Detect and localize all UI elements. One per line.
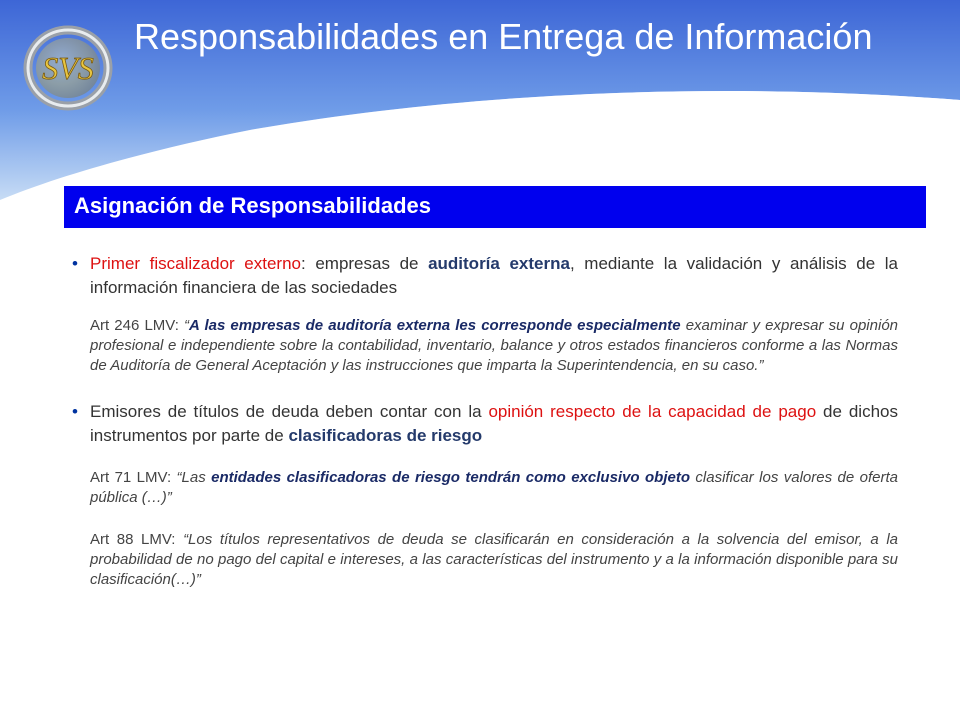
article-ref: Art 71 LMV: (90, 469, 177, 486)
article-quote (70, 316, 898, 376)
bullet-icon: • (72, 254, 78, 273)
svg-text:SVS: SVS (42, 50, 94, 86)
bullet-highlight: opinión respecto de la capacidad de pago (488, 402, 817, 421)
quote-text: “Los títulos representativos de deuda se clasificarán en consideración a la solvencia del emisor, a la probabilidad de no pago del capital e intereses, a las características del instrumento y a la información disponible para su clasificación(…)” (90, 531, 898, 588)
article-ref: Art 246 LMV: (90, 317, 185, 334)
bullet-highlight: Primer fiscalizador externo (90, 254, 301, 273)
bullet-item (70, 252, 898, 300)
bullet-text: de dichos instrumentos por parte de (90, 402, 898, 445)
bullet-item (70, 400, 898, 448)
quote-bold: entidades clasificadoras de riesgo tendrán como exclusivo objeto (211, 469, 690, 486)
quote-text: “ (184, 317, 190, 334)
bullet-icon: • (72, 402, 78, 421)
section-title: Asignación de Responsabilidades (74, 193, 431, 218)
bullet-bold: auditoría externa (428, 254, 570, 273)
bullet-text: Emisores de títulos de deuda deben contar con la (90, 402, 489, 421)
bullet-text: : empresas de (301, 254, 429, 273)
quote-bold: A las empresas de auditoría externa les corresponde especialmente (189, 317, 681, 334)
svs-logo (18, 18, 122, 118)
page-title: Responsabilidades en Entrega de Información (134, 16, 873, 57)
article-quote (70, 530, 898, 590)
quote-text: clasificar los valores de oferta pública (…)” (90, 469, 898, 506)
article-ref: Art 88 LMV: (90, 531, 184, 548)
section-header (64, 186, 926, 228)
bullet-text: , mediante la validación y análisis de la información financiera de las sociedades (90, 254, 898, 297)
main-content (70, 252, 898, 590)
quote-text: examinar y expresar su opinión profesional e independiente sobre la contabilidad, inventario, balance y otros estados financieros conforme a las Normas de Auditoría de General Aceptación y las instrucciones que imparta la Superintendencia, en su caso.” (90, 317, 898, 374)
article-quote (70, 468, 898, 508)
bullet-bold: clasificadoras de riesgo (288, 426, 483, 445)
quote-text: “Las (176, 469, 212, 486)
